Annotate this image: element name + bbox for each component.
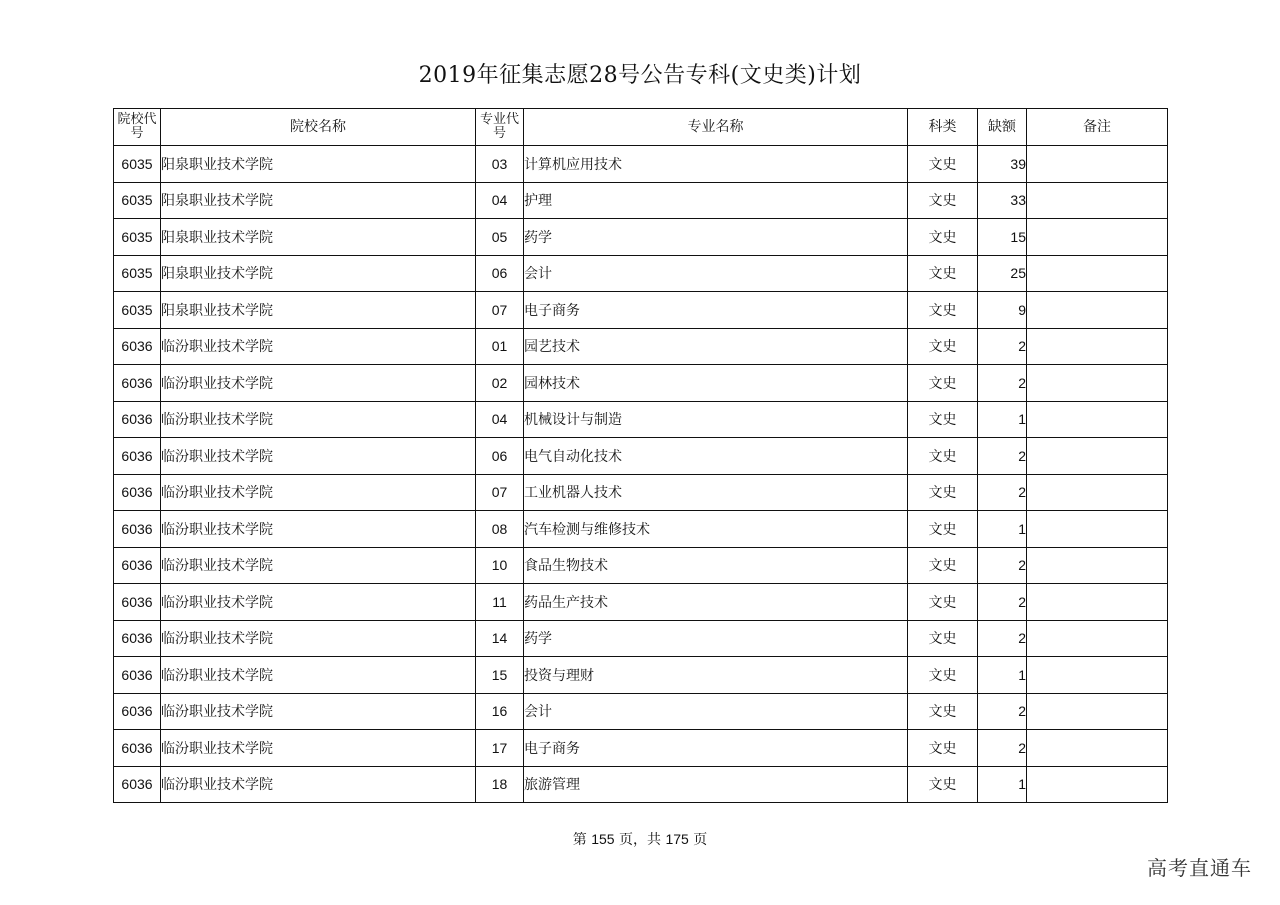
cell-school-name: 阳泉职业技术学院 bbox=[161, 182, 476, 219]
header-school-name: 院校名称 bbox=[161, 109, 476, 146]
cell-major-name: 计算机应用技术 bbox=[524, 146, 908, 183]
cell-school-name: 临汾职业技术学院 bbox=[161, 474, 476, 511]
cell-quota: 2 bbox=[978, 547, 1027, 584]
table-row bbox=[114, 146, 1168, 183]
page-footer bbox=[0, 829, 1280, 849]
cell-note bbox=[1027, 693, 1168, 730]
cell-major-name: 旅游管理 bbox=[524, 766, 908, 803]
cell-major-code: 15 bbox=[476, 657, 524, 694]
footer-prefix: 第 bbox=[572, 832, 587, 848]
table-row bbox=[114, 365, 1168, 402]
cell-note bbox=[1027, 547, 1168, 584]
table-row bbox=[114, 657, 1168, 694]
cell-note bbox=[1027, 401, 1168, 438]
table-row bbox=[114, 584, 1168, 621]
cell-quota: 25 bbox=[978, 255, 1027, 292]
cell-school-name: 临汾职业技术学院 bbox=[161, 511, 476, 548]
cell-major-code: 11 bbox=[476, 584, 524, 621]
cell-note bbox=[1027, 328, 1168, 365]
cell-major-name: 药品生产技术 bbox=[524, 584, 908, 621]
cell-quota: 1 bbox=[978, 657, 1027, 694]
cell-quota: 1 bbox=[978, 511, 1027, 548]
header-school-code: 院校代号 bbox=[114, 109, 161, 146]
cell-school-code: 6036 bbox=[114, 438, 161, 475]
cell-category: 文史 bbox=[908, 620, 978, 657]
cell-school-code: 6035 bbox=[114, 146, 161, 183]
cell-major-name: 机械设计与制造 bbox=[524, 401, 908, 438]
cell-category: 文史 bbox=[908, 730, 978, 767]
cell-note bbox=[1027, 365, 1168, 402]
cell-school-name: 临汾职业技术学院 bbox=[161, 730, 476, 767]
cell-school-code: 6035 bbox=[114, 255, 161, 292]
cell-major-code: 07 bbox=[476, 292, 524, 329]
cell-school-name: 阳泉职业技术学院 bbox=[161, 219, 476, 256]
cell-major-code: 08 bbox=[476, 511, 524, 548]
cell-school-name: 临汾职业技术学院 bbox=[161, 657, 476, 694]
cell-school-code: 6036 bbox=[114, 620, 161, 657]
cell-category: 文史 bbox=[908, 693, 978, 730]
cell-major-name: 食品生物技术 bbox=[524, 547, 908, 584]
cell-major-code: 17 bbox=[476, 730, 524, 767]
footer-suffix: 页 bbox=[693, 832, 708, 848]
cell-note bbox=[1027, 730, 1168, 767]
cell-major-code: 04 bbox=[476, 182, 524, 219]
cell-quota: 1 bbox=[978, 401, 1027, 438]
cell-quota: 39 bbox=[978, 146, 1027, 183]
table-row bbox=[114, 511, 1168, 548]
cell-school-code: 6036 bbox=[114, 547, 161, 584]
cell-quota: 2 bbox=[978, 365, 1027, 402]
cell-school-code: 6035 bbox=[114, 182, 161, 219]
table-row bbox=[114, 438, 1168, 475]
cell-quota: 33 bbox=[978, 182, 1027, 219]
cell-school-code: 6036 bbox=[114, 693, 161, 730]
cell-note bbox=[1027, 292, 1168, 329]
cell-note bbox=[1027, 255, 1168, 292]
cell-school-code: 6036 bbox=[114, 511, 161, 548]
cell-category: 文史 bbox=[908, 292, 978, 329]
header-major-code: 专业代号 bbox=[476, 109, 524, 146]
header-note: 备注 bbox=[1027, 109, 1168, 146]
cell-school-name: 临汾职业技术学院 bbox=[161, 584, 476, 621]
cell-school-name: 临汾职业技术学院 bbox=[161, 547, 476, 584]
table-header-row bbox=[114, 109, 1168, 146]
cell-major-code: 14 bbox=[476, 620, 524, 657]
cell-school-name: 临汾职业技术学院 bbox=[161, 693, 476, 730]
cell-major-name: 投资与理财 bbox=[524, 657, 908, 694]
cell-major-code: 16 bbox=[476, 693, 524, 730]
cell-school-name: 临汾职业技术学院 bbox=[161, 620, 476, 657]
cell-major-code: 02 bbox=[476, 365, 524, 402]
table-row bbox=[114, 547, 1168, 584]
cell-category: 文史 bbox=[908, 328, 978, 365]
cell-quota: 2 bbox=[978, 693, 1027, 730]
cell-school-code: 6035 bbox=[114, 292, 161, 329]
cell-major-name: 电子商务 bbox=[524, 292, 908, 329]
cell-school-code: 6036 bbox=[114, 766, 161, 803]
cell-major-name: 会计 bbox=[524, 693, 908, 730]
table-row bbox=[114, 292, 1168, 329]
cell-note bbox=[1027, 182, 1168, 219]
cell-quota: 2 bbox=[978, 438, 1027, 475]
cell-quota: 2 bbox=[978, 584, 1027, 621]
cell-note bbox=[1027, 146, 1168, 183]
current-page-number: 155 bbox=[591, 831, 615, 847]
cell-quota: 2 bbox=[978, 328, 1027, 365]
cell-school-code: 6036 bbox=[114, 474, 161, 511]
cell-quota: 2 bbox=[978, 620, 1027, 657]
cell-major-code: 03 bbox=[476, 146, 524, 183]
cell-note bbox=[1027, 657, 1168, 694]
table-row bbox=[114, 219, 1168, 256]
header-major-name: 专业名称 bbox=[524, 109, 908, 146]
cell-category: 文史 bbox=[908, 182, 978, 219]
cell-category: 文史 bbox=[908, 401, 978, 438]
cell-major-name: 工业机器人技术 bbox=[524, 474, 908, 511]
table-row bbox=[114, 693, 1168, 730]
cell-school-code: 6036 bbox=[114, 328, 161, 365]
cell-major-code: 01 bbox=[476, 328, 524, 365]
cell-note bbox=[1027, 766, 1168, 803]
cell-major-code: 04 bbox=[476, 401, 524, 438]
table-body bbox=[114, 146, 1168, 803]
cell-school-code: 6035 bbox=[114, 219, 161, 256]
footer-middle: 页，共 bbox=[619, 832, 661, 848]
cell-school-code: 6036 bbox=[114, 657, 161, 694]
cell-category: 文史 bbox=[908, 584, 978, 621]
enrollment-plan-table bbox=[113, 108, 1168, 803]
cell-category: 文史 bbox=[908, 474, 978, 511]
cell-quota: 2 bbox=[978, 474, 1027, 511]
cell-note bbox=[1027, 584, 1168, 621]
cell-quota: 9 bbox=[978, 292, 1027, 329]
table-row bbox=[114, 766, 1168, 803]
cell-quota: 1 bbox=[978, 766, 1027, 803]
cell-school-name: 临汾职业技术学院 bbox=[161, 328, 476, 365]
cell-school-name: 临汾职业技术学院 bbox=[161, 766, 476, 803]
cell-note bbox=[1027, 620, 1168, 657]
header-quota: 缺额 bbox=[978, 109, 1027, 146]
cell-note bbox=[1027, 219, 1168, 256]
watermark-text: 高考直通车 bbox=[1147, 856, 1252, 880]
cell-school-name: 临汾职业技术学院 bbox=[161, 438, 476, 475]
table-row bbox=[114, 730, 1168, 767]
cell-note bbox=[1027, 438, 1168, 475]
cell-major-code: 06 bbox=[476, 438, 524, 475]
table-row bbox=[114, 182, 1168, 219]
cell-category: 文史 bbox=[908, 511, 978, 548]
cell-category: 文史 bbox=[908, 547, 978, 584]
cell-major-name: 汽车检测与维修技术 bbox=[524, 511, 908, 548]
cell-major-name: 园林技术 bbox=[524, 365, 908, 402]
cell-school-name: 阳泉职业技术学院 bbox=[161, 146, 476, 183]
cell-category: 文史 bbox=[908, 438, 978, 475]
cell-quota: 2 bbox=[978, 730, 1027, 767]
cell-major-name: 电子商务 bbox=[524, 730, 908, 767]
table-row bbox=[114, 255, 1168, 292]
cell-major-name: 电气自动化技术 bbox=[524, 438, 908, 475]
cell-category: 文史 bbox=[908, 146, 978, 183]
cell-major-code: 10 bbox=[476, 547, 524, 584]
cell-category: 文史 bbox=[908, 255, 978, 292]
cell-category: 文史 bbox=[908, 365, 978, 402]
total-page-number: 175 bbox=[665, 831, 689, 847]
cell-school-code: 6036 bbox=[114, 730, 161, 767]
cell-school-code: 6036 bbox=[114, 365, 161, 402]
table-row bbox=[114, 474, 1168, 511]
cell-quota: 15 bbox=[978, 219, 1027, 256]
cell-note bbox=[1027, 511, 1168, 548]
table-row bbox=[114, 620, 1168, 657]
cell-school-code: 6036 bbox=[114, 584, 161, 621]
cell-major-name: 会计 bbox=[524, 255, 908, 292]
cell-school-name: 临汾职业技术学院 bbox=[161, 365, 476, 402]
table-row bbox=[114, 401, 1168, 438]
cell-category: 文史 bbox=[908, 657, 978, 694]
table-row bbox=[114, 328, 1168, 365]
cell-major-name: 药学 bbox=[524, 620, 908, 657]
cell-major-code: 06 bbox=[476, 255, 524, 292]
cell-major-name: 药学 bbox=[524, 219, 908, 256]
cell-major-name: 护理 bbox=[524, 182, 908, 219]
cell-school-code: 6036 bbox=[114, 401, 161, 438]
cell-major-name: 园艺技术 bbox=[524, 328, 908, 365]
cell-school-name: 阳泉职业技术学院 bbox=[161, 255, 476, 292]
cell-note bbox=[1027, 474, 1168, 511]
cell-school-name: 临汾职业技术学院 bbox=[161, 401, 476, 438]
cell-major-code: 18 bbox=[476, 766, 524, 803]
cell-major-code: 07 bbox=[476, 474, 524, 511]
header-category: 科类 bbox=[908, 109, 978, 146]
page-title: 2019年征集志愿28号公告专科(文史类)计划 bbox=[418, 63, 862, 88]
cell-school-name: 阳泉职业技术学院 bbox=[161, 292, 476, 329]
cell-category: 文史 bbox=[908, 766, 978, 803]
cell-major-code: 05 bbox=[476, 219, 524, 256]
cell-category: 文史 bbox=[908, 219, 978, 256]
